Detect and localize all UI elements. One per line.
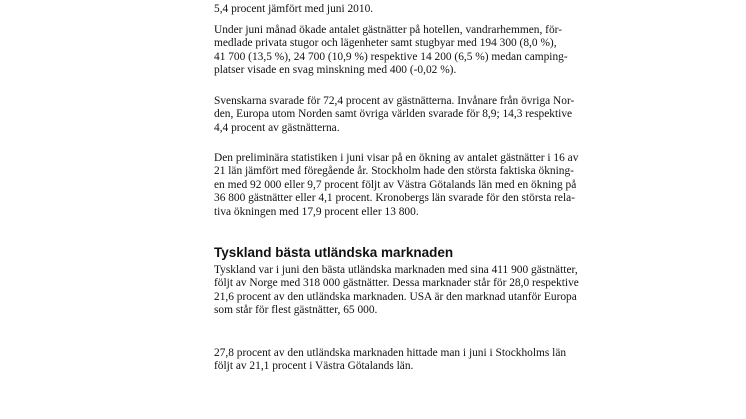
- text-line: 5,4 procent jämfört med juni 2010.: [214, 3, 374, 15]
- text-line: följt av Norge med 318 000 gästnätter. Dessa marknader står för 28,0 respektive: [214, 277, 579, 290]
- text-line: en med 92 000 eller 9,7 procent följt av Västra Götalands län med en ökning på: [214, 178, 577, 191]
- text-line: 36 800 gästnätter eller 4,1 procent. Kronobergs län svarade för den största rela-: [214, 192, 576, 205]
- paragraph-germany-market: [214, 264, 579, 318]
- text-line: platser visade en svag minskning med 400 (-0,02 %).: [214, 64, 457, 77]
- text-line: Den preliminära statistiken i juni visar på en ökning av antalet gästnätter i 16 av: [214, 152, 579, 164]
- text-line: Under juni månad ökade antalet gästnätter på hotellen, vandrarhemmen, för-: [214, 24, 562, 36]
- paragraph-swedish-share: [214, 95, 574, 135]
- text-line: följt av 21,1 procent i Västra Götalands län.: [214, 360, 414, 373]
- paragraph-county-statistics: [214, 152, 578, 219]
- text-line: 27,8 procent av den utländska marknaden hittade man i juni i Stockholms län: [214, 347, 567, 359]
- text-line: som står för flest gästnätter, 65 000.: [214, 304, 378, 317]
- text-line: den, Europa utom Norden samt övriga världen svarade för 8,9; 14,3 respektive: [214, 108, 573, 121]
- paragraph-stockholm-share: [214, 347, 566, 374]
- text-line: 21 län jämfört med föregående år. Stockholm hade den största faktiska ökning-: [214, 165, 574, 178]
- text-line: Svenskarna svarade för 72,4 procent av gästnätterna. Invånare från övriga Nor-: [214, 95, 575, 107]
- text-line: 4,4 procent av gästnätterna.: [214, 121, 340, 134]
- text-line: 41 700 (13,5 %), 24 700 (10,9 %) respektive 14 200 (6,5 %) medan camping-: [214, 50, 568, 63]
- text-line: medlade privata stugor och lägenheter samt stugbyar med 194 300 (8,0 %),: [214, 37, 557, 50]
- paragraph-guest-nights-increase: [214, 24, 568, 78]
- intro-paragraph: [214, 3, 373, 16]
- text-line: 21,6 procent av den utländska marknaden. USA är den marknad utanför Europa: [214, 290, 577, 303]
- text-line: tiva ökningen med 17,9 procent eller 13 800.: [214, 205, 419, 218]
- text-line: Tyskland var i juni den bästa utländska marknaden med sina 411 900 gästnätter,: [214, 264, 578, 276]
- section-heading: Tyskland bästa utländska marknaden: [214, 245, 454, 260]
